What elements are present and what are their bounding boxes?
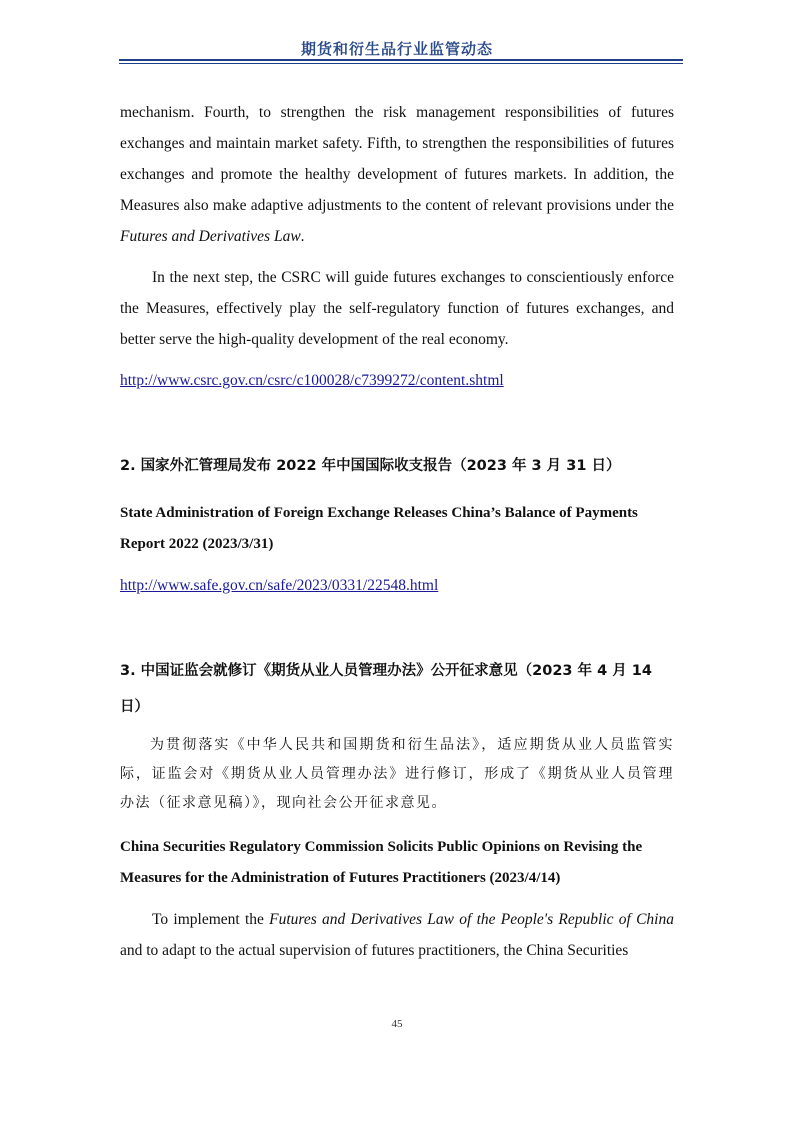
header-rule-thick	[119, 59, 683, 61]
section3-body-cn: 为贯彻落实《中华人民共和国期货和衍生品法》，适应期货从业人员监管实际，证监会对《期货从业人员管理办法》进行修订，形成了《期货从业人员管理办法（征求意见稿）》，现向社会公开征求意见。	[120, 737, 674, 811]
law-title-italic-2: Futures and Derivatives Law of the People's Republic of China	[269, 911, 674, 928]
section3-heading-cn: 3. 中国证监会就修订《期货从业人员管理办法》公开征求意见（2023 年 4 月 14 日）	[120, 663, 652, 715]
section2-heading-en: State Administration of Foreign Exchange Releases China’s Balance of Payments Report 2022 (2023/3/31)	[120, 505, 638, 552]
header-rule-thin	[119, 63, 683, 64]
section3-body-en	[120, 904, 674, 966]
law-title-italic: Futures and Derivatives Law	[120, 228, 301, 245]
continued-paragraph	[120, 97, 674, 252]
section3-body-start: To implement the	[152, 911, 270, 928]
page-number: 45	[391, 1018, 403, 1030]
continued-text-end: .	[300, 228, 305, 245]
next-step-paragraph: In the next step, the CSRC will guide futures exchanges to conscientiously enforce the Measures, effectively play the self-regulatory function of futures exchanges, and better serve the high-quality development of the real economy.	[120, 269, 674, 348]
csrc-link[interactable]: http://www.csrc.gov.cn/csrc/c100028/c7399272/content.shtml	[120, 372, 504, 389]
running-header-title: 期货和衍生品行业监管动态	[300, 40, 493, 58]
section2-heading-cn: 2. 国家外汇管理局发布 2022 年中国国际收支报告（2023 年 3 月 31 日）	[120, 458, 621, 474]
section3-heading-en: China Securities Regulatory Commission Solicits Public Opinions on Revising the Measures for the Administration of Futures Practitioners (2023/4/14)	[120, 839, 643, 886]
continued-text: mechanism. Fourth, to strengthen the risk management responsibilities of futures exchanges and maintain market safety. Fifth, to strengthen the responsibilities of futures exchanges and promote the healthy development of futures markets. In addition, the Measures also make adaptive adjustments to the content of relevant provisions under the	[120, 104, 674, 214]
section3-body-rest: and to adapt to the actual supervision of futures practitioners, the China Securities	[120, 942, 629, 959]
safe-link[interactable]: http://www.safe.gov.cn/safe/2023/0331/22548.html	[120, 577, 439, 594]
page-content	[120, 97, 674, 966]
